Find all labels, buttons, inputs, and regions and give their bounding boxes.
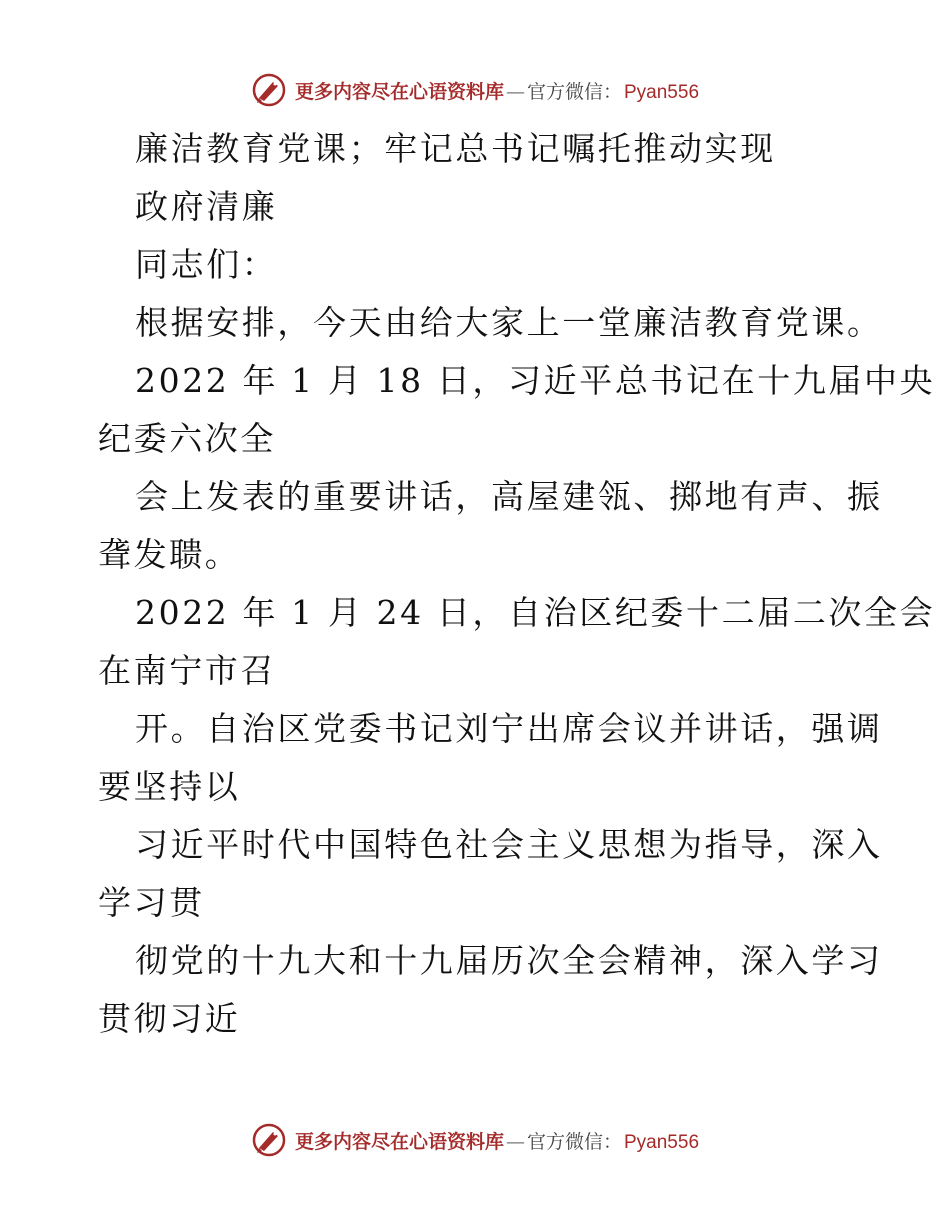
document-line: 2022 年 1 月 18 日，习近平总书记在十九届中央 [135,361,936,400]
document-line: 贯彻习近 [98,999,241,1038]
footer-banner [0,1118,950,1162]
banner-site-name: 更多内容尽在心语资料库 [294,1130,504,1153]
banner-dash: — [505,1130,525,1153]
document-line: 在南宁市召 [98,651,276,690]
document-line: 纪委六次全 [98,419,276,458]
document-line: 根据安排，今天由给大家上一堂廉洁教育党课。 [135,303,883,342]
document-line: 开。自治区党委书记刘宁出席会议并讲话，强调 [135,709,883,748]
document-line: 要坚持以 [98,767,241,806]
banner-site-name: 更多内容尽在心语资料库 [294,80,504,103]
document-line: 同志们： [135,245,278,284]
document-line: 学习贯 [98,883,205,922]
pen-logo-icon [251,72,287,108]
header-banner [0,68,950,112]
document-line: 彻党的十九大和十九届历次全会精神，深入学习 [135,941,883,980]
document-body [98,120,936,1048]
banner-wechat-label: 官方微信： [526,1130,622,1153]
banner-wechat-id: Pyan556 [624,81,700,103]
document-line: 廉洁教育党课；牢记总书记嘱托推动实现 [135,129,776,168]
document-line: 政府清廉 [135,187,278,226]
document-line: 习近平时代中国特色社会主义思想为指导，深入 [135,825,883,864]
document-line: 聋发聩。 [98,535,241,574]
document-line: 会上发表的重要讲话，高屋建瓴、掷地有声、振 [135,477,883,516]
document-line: 2022 年 1 月 24 日，自治区纪委十二届二次全会 [135,593,936,632]
banner-dash: — [505,80,525,103]
pen-logo-icon [251,1122,287,1158]
banner-wechat-id: Pyan556 [624,1131,700,1153]
banner-wechat-label: 官方微信： [526,80,622,103]
